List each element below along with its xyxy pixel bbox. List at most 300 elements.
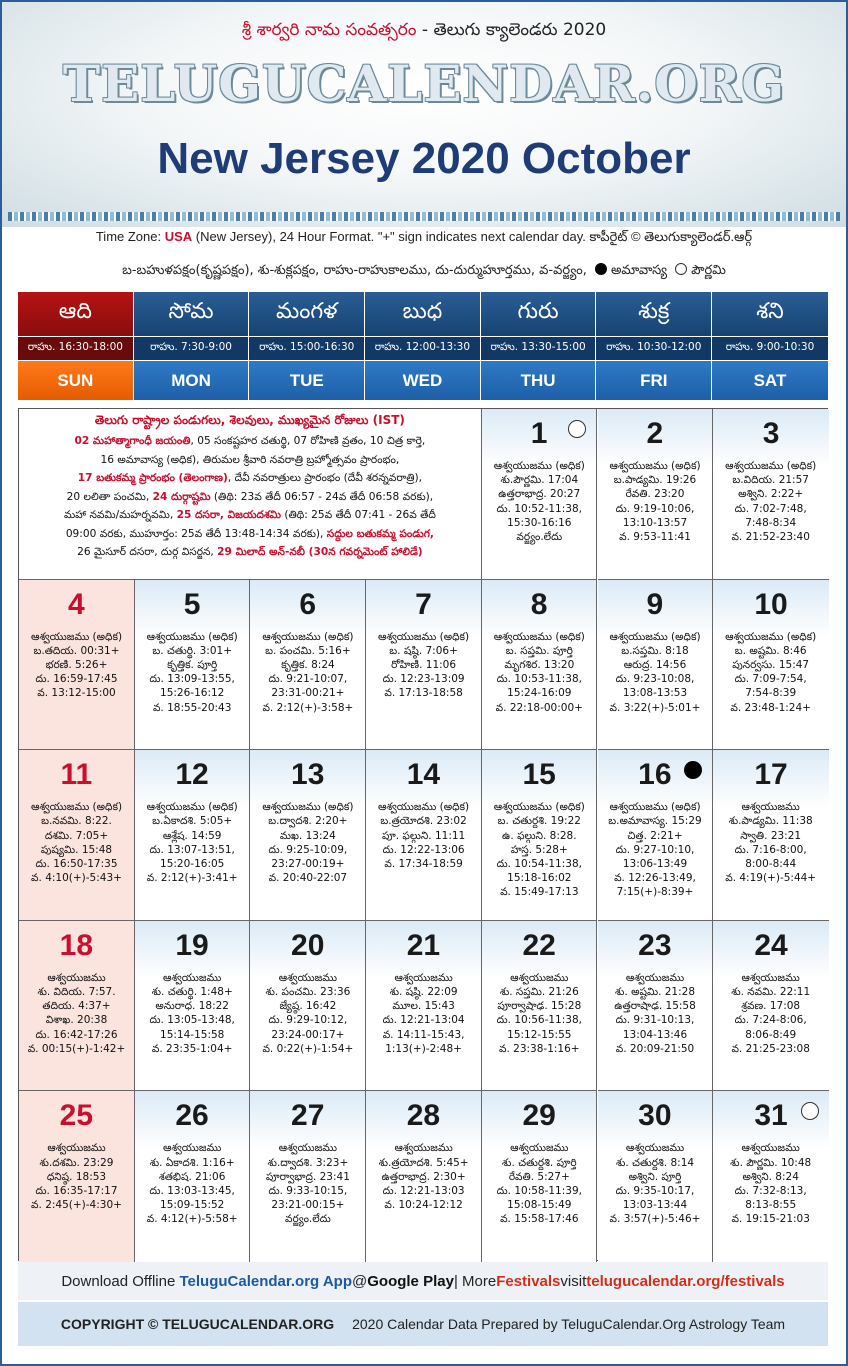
panchang-details	[21, 630, 132, 701]
weekday-column-tue	[249, 292, 365, 400]
google-play-link[interactable]: Google Play	[367, 1272, 454, 1290]
panchang-line: వర్జ్యం.లేదు	[285, 1213, 331, 1226]
panchang-line: బ.విదియ. 21:57	[732, 474, 809, 487]
panchang-line: ఉ. ఫల్గుని. 8:28.	[502, 829, 577, 842]
panchang-line: వ. 2:45(+)-4:30+	[31, 1199, 122, 1212]
festival-line-2: 16 అమావాస్య (అధిక), తిరుమల శ్రీవారి నవరాత్రి బ్రహ్మోత్సవం ప్రారంభం,	[100, 453, 400, 466]
panchang-line: చిత్త. 2:21+	[627, 829, 683, 842]
festival-saddula-bathukamma: సద్దుల బతుకమ్మ పండుగ,	[326, 527, 434, 540]
panchang-line: వ. 0:22(+)-1:54+	[262, 1042, 354, 1055]
weekday-abbr: FRI	[596, 361, 711, 400]
day-cell	[135, 750, 251, 921]
panchang-line: బ. షష్ఠి. 7:06+	[389, 644, 458, 657]
rahu-kalam: రాహు. 15:00-16:30	[249, 336, 364, 361]
panchang-details	[252, 800, 363, 885]
panchang-line: శు. అష్టమి. 21:28	[614, 986, 695, 998]
calendar-grid	[18, 408, 828, 1261]
day-number: 3	[762, 417, 780, 450]
day-number: 8	[530, 587, 548, 621]
copyright-footer	[18, 1302, 828, 1346]
day-number: 13	[291, 758, 325, 792]
weekday-column-wed	[365, 292, 481, 400]
panchang-line: వ. 4:10(+)-5:43+	[31, 872, 122, 885]
panchang-line: స్వాతి. 23:21	[740, 829, 802, 842]
panchang-line: కృత్తిక. పూర్తి	[167, 659, 218, 671]
day-cell	[598, 750, 714, 921]
panchang-line: తదియ. 4:37+	[42, 1000, 111, 1013]
day-number: 26	[175, 1099, 209, 1133]
panchang-line: బ.సప్తమి. 8:18	[621, 644, 689, 657]
panchang-details	[368, 630, 479, 701]
panchang-details	[715, 630, 826, 715]
panchang-line: శు. చతుర్దశి. పూర్తి	[502, 1156, 577, 1169]
day-number: 11	[60, 758, 93, 792]
panchang-line: బ.ఏకాదశి. 5:05+	[152, 815, 233, 828]
timezone-info: (New Jersey), 24 Hour Format. "+" sign indicates next calendar day. కాపీరైట్ © తెలుగుక్యాలెండర్.ఆర్గ్	[192, 229, 753, 244]
rahu-kalam: రాహు. 13:30-15:00	[481, 336, 596, 361]
panchang-line: శు. చతుర్దశి. 8:14	[615, 1156, 695, 1169]
panchang-details	[21, 800, 132, 885]
panchang-line: 15:24-16:09	[507, 687, 572, 700]
panchang-line: ఆశ్వయుజము	[163, 971, 222, 984]
panchang-line: వ. 3:22(+)-5:01+	[609, 701, 701, 714]
panchang-line: ఆశ్వయుజము	[625, 971, 685, 984]
panchang-line: 13:03-13:44	[622, 1199, 688, 1212]
panchang-details	[368, 971, 479, 1056]
panchang-line: దు. 9:35-10:17,	[615, 1185, 695, 1197]
rahu-kalam: రాహు. 7:30-9:00	[134, 336, 249, 361]
day-cell	[366, 1091, 482, 1262]
panchang-line: వ. 12:26-13:49,	[614, 872, 696, 885]
panchang-line: ఉత్తరాభాద్ర. 2:30+	[381, 1170, 466, 1183]
panchang-line: ధనిష్ఠ. 18:53	[46, 1170, 107, 1183]
panchang-line: అశ్విని. పూర్తి	[628, 1170, 682, 1183]
panchang-line: దు. 13:03-13:45,	[149, 1185, 235, 1197]
panchang-line: 15:20-16:05	[160, 858, 225, 870]
panchang-line: దు. 9:21-10:07,	[268, 673, 348, 686]
day-number: 22	[522, 928, 556, 962]
legend-text: బ-బహుళపక్షం(కృష్ణపక్షం), శు-శుక్లపక్షం, రాహు-రాహుకాలము, దు-దుర్ముహూర్తము, వ-వర్జ్యం,	[122, 263, 587, 278]
day-number: 25	[59, 1099, 94, 1133]
panchang-line: వ. 23:35-1:04+	[151, 1042, 233, 1055]
panchang-line: వ. 4:19(+)-5:44+	[725, 872, 817, 885]
day-cell	[482, 750, 598, 921]
panchang-line: దు. 9:23-10:08,	[615, 673, 695, 686]
panchang-details	[715, 1141, 826, 1226]
panchang-line: దు. 13:05-13:48,	[149, 1014, 235, 1027]
panchang-line: వ. 17:13-18:58	[384, 687, 463, 700]
panchang-details	[600, 800, 711, 899]
header	[2, 2, 846, 227]
panchang-line: ఆశ్వయుజము	[278, 971, 338, 984]
page-title: New Jersey 2020 October	[157, 134, 691, 183]
panchang-details	[484, 971, 595, 1056]
panchang-line: ఉత్తరాభాద్ర. 20:27	[498, 488, 581, 501]
at-text: @	[352, 1272, 368, 1290]
panchang-line: విశాఖ. 20:38	[45, 1014, 108, 1027]
panchang-details	[600, 971, 711, 1056]
panchang-details	[137, 800, 248, 885]
prepared-by-text: 2020 Calendar Data Prepared by TeluguCalendar.Org Astrology Team	[352, 1316, 786, 1332]
panchang-line: ఆశ్వయుజము (అధిక)	[493, 460, 585, 472]
panchang-details	[484, 1141, 595, 1226]
panchang-line: వ. 17:34-18:59	[384, 858, 463, 870]
panchang-line: వ. 23:38-1:16+	[499, 1042, 580, 1055]
panchang-line: పూ. ఫల్గుని. 11:11	[381, 829, 466, 842]
panchang-details	[715, 800, 826, 885]
day-cell	[19, 921, 135, 1092]
panchang-line: వ. 20:09-21:50	[615, 1042, 695, 1055]
day-cell	[366, 921, 482, 1092]
site-logo: TELUGUCALENDAR.ORG	[62, 54, 786, 113]
day-number: 12	[175, 758, 209, 792]
panchang-line: అనురాధ. 18:22	[155, 1000, 229, 1013]
panchang-line: ఆశ్వయుజము (అధిక)	[493, 630, 585, 643]
weekday-column-fri	[596, 292, 712, 400]
day-cell	[135, 1091, 251, 1262]
panchang-line: అశ్విని. 2:22+	[738, 488, 804, 501]
panchang-line: 15:18-16:02	[507, 872, 572, 885]
panchang-details	[137, 630, 248, 715]
panchang-line: దు. 16:42-17:26	[35, 1028, 118, 1041]
day-cell	[482, 580, 598, 751]
panchang-line: బ.త్రయోదశి. 23:02	[380, 815, 467, 828]
panchang-line: దు. 7:24-8:06,	[734, 1014, 807, 1027]
panchang-line: 7:15(+)-8:39+	[616, 886, 694, 899]
panchang-line: శు. పౌర్ణమి. 10:48	[730, 1156, 812, 1169]
panchang-line: పునర్వసు. 15:47	[732, 659, 810, 671]
day-cell	[19, 580, 135, 751]
weekday-column-mon	[134, 292, 250, 400]
panchang-line: హస్త. 5:28+	[510, 843, 568, 856]
festival-line-4a: 20 లలితా పంచమి,	[66, 490, 153, 503]
telugu-year-title	[2, 20, 846, 44]
day-number: 28	[406, 1099, 441, 1133]
panchang-details	[137, 971, 248, 1056]
panchang-line: బ. అష్టమి. 8:46	[734, 644, 807, 657]
panchang-line: దు. 12:21-13:04	[382, 1014, 465, 1027]
day-number: 27	[291, 1099, 325, 1133]
festivals-link[interactable]: Festivals	[496, 1272, 561, 1290]
weekday-telugu-name: బుధ	[365, 292, 480, 336]
panchang-line: దశమి. 7:05+	[44, 829, 109, 842]
panchang-line: శు. చతుర్థి. 1:48+	[151, 986, 233, 998]
panchang-line: ఉత్తరాషాఢ. 15:58	[614, 1000, 696, 1013]
panchang-line: దు. 10:54-11:38,	[496, 858, 582, 870]
festival-title: తెలుగు రాష్ట్రాల పండుగలు, శెలవులు, ముఖ్యమైన రోజులు (IST)	[94, 413, 405, 427]
panchang-line: 15:12-15:55	[507, 1028, 572, 1041]
panchang-details	[715, 971, 826, 1056]
panchang-line: వ. 19:15-21:03	[731, 1213, 810, 1226]
day-cell	[482, 409, 598, 580]
panchang-line: శ్రవణ. 17:08	[741, 1000, 801, 1013]
day-number: 16	[638, 758, 672, 792]
telugu-year-name: శ్రీ శార్వరి నామ సంవత్సరం	[241, 20, 417, 40]
panchang-line: 15:08-15:49	[507, 1199, 572, 1212]
day-cell	[713, 580, 829, 751]
panchang-line: దు. 13:07-13:51,	[149, 843, 235, 856]
panchang-line: దు. 7:16-8:00,	[734, 843, 807, 856]
festival-line-5c: (తిథి: 25వ తేదీ 07:41 - 26వ తేదీ	[280, 509, 436, 521]
panchang-line: 1:13(+)-2:48+	[385, 1042, 462, 1055]
festival-line-1: , 05 సంకష్టహర చతుర్థి, 07 రోహిణి వ్రతం, 10 చిత్ర కార్తె,	[190, 435, 426, 447]
panchang-line: వ. 9:53-11:41	[619, 531, 691, 544]
panchang-line: 15:14-15:58	[160, 1028, 225, 1041]
panchang-line: బ. చతుర్దశి. 19:22	[497, 815, 581, 828]
panchang-line: 13:10-13:57	[622, 516, 688, 529]
panchang-line: ఆశ్వయుజము (అధిక)	[378, 630, 470, 643]
day-cell	[713, 921, 829, 1092]
festival-dasara: 25 దసరా, విజయదశమి	[176, 509, 281, 521]
panchang-line: వ. 4:12(+)-5:58+	[146, 1213, 238, 1226]
panchang-line: 7:54-8:39	[745, 687, 797, 700]
panchang-line: ఆశ్వయుజము	[741, 801, 800, 814]
panchang-line: 13:06-13:49	[622, 858, 688, 870]
day-cell	[250, 750, 366, 921]
app-link[interactable]: TeluguCalendar.org App	[179, 1272, 352, 1290]
day-cell	[135, 921, 251, 1092]
day-number: 24	[754, 928, 788, 962]
day-number: 4	[68, 587, 85, 621]
panchang-line: ఆశ్వయుజము (అధిక)	[609, 630, 701, 643]
panchang-line: దు. 9:33-10:15,	[268, 1185, 348, 1197]
panchang-line: ఆశ్వయుజము (అధిక)	[262, 801, 354, 814]
panchang-line: దు. 16:35-17:17	[35, 1185, 118, 1197]
panchang-details	[484, 630, 595, 715]
panchang-line: మృగశిర. 13:20	[504, 659, 575, 671]
day-number: 10	[754, 587, 788, 621]
weekday-abbr: WED	[365, 361, 480, 400]
festival-line-6a: 09:00 వరకు, ముహూర్తం: 25వ తేదీ 13:48-14:34 వరకు),	[65, 527, 327, 540]
panchang-line: ఆశ్వయుజము (అధిక)	[609, 801, 701, 814]
festival-list	[25, 432, 475, 562]
day-cell	[135, 580, 251, 751]
festival-box	[19, 409, 482, 580]
panchang-details	[600, 1141, 711, 1226]
rahu-kalam: రాహు. 16:30-18:00	[18, 336, 133, 361]
panchang-line: 8:06-8:49	[745, 1028, 797, 1041]
weekday-column-sat	[712, 292, 828, 400]
rahu-kalam: రాహు. 10:30-12:00	[596, 336, 711, 361]
panchang-line: ఆశ్వయుజము (అధిక)	[146, 630, 238, 643]
panchang-details	[368, 1141, 479, 1212]
weekday-telugu-name: మంగళ	[249, 292, 364, 336]
telugu-calendar-label: - తెలుగు క్యాలెండరు 2020	[416, 20, 607, 40]
panchang-line: ఆశ్వయుజము (అధిక)	[725, 630, 817, 643]
panchang-line: ఆశ్వయుజము (అధిక)	[262, 630, 354, 643]
day-cell	[598, 580, 714, 751]
panchang-line: ఆశ్వయుజము	[278, 1142, 338, 1155]
weekday-abbr: SAT	[712, 361, 828, 400]
panchang-line: శు.ద్వాదశి. 3:23+	[267, 1156, 349, 1169]
day-number: 23	[638, 928, 672, 962]
panchang-details	[137, 1141, 248, 1226]
panchang-line: ఆశ్లేష. 14:59	[162, 829, 222, 842]
festival-line-3: , దేవీ నవరాత్రులు ప్రారంభం (దేవీ శరన్నవరాత్రి),	[227, 472, 423, 484]
panchang-line: వ. 3:57(+)-5:46+	[609, 1213, 701, 1226]
panchang-line: దు. 12:23-13:09	[382, 673, 465, 686]
day-cell	[713, 409, 829, 580]
day-number: 1	[530, 417, 548, 450]
visit-text: visit	[560, 1272, 587, 1290]
panchang-line: వ. 22:18-00:00+	[495, 701, 583, 714]
abbreviation-legend	[0, 263, 848, 281]
day-cell	[598, 921, 714, 1092]
panchang-line: బ.పాడ్యమి. 19:26	[613, 474, 697, 487]
day-number: 5	[183, 587, 201, 621]
day-cell	[250, 1091, 366, 1262]
panchang-line: అశ్విని. 8:24	[742, 1170, 799, 1183]
download-text: Download Offline	[61, 1272, 176, 1290]
day-number: 17	[754, 758, 788, 792]
day-number: 15	[522, 758, 556, 792]
panchang-line: ఆశ్వయుజము	[741, 1142, 800, 1155]
panchang-line: వ. 2:12(+)-3:58+	[262, 701, 354, 714]
panchang-line: శు. షష్ఠి. 22:09	[389, 986, 458, 998]
weekday-abbr: TUE	[249, 361, 364, 400]
panchang-details	[484, 800, 595, 899]
panchang-line: 15:26-16:12	[160, 687, 225, 700]
panchang-line: 23:21-00:15+	[271, 1199, 345, 1212]
panchang-line: దు. 13:09-13:55,	[149, 673, 235, 686]
weekday-telugu-name: సోమ	[134, 292, 249, 336]
weekday-telugu-name: శని	[712, 292, 828, 336]
panchang-line: శు. నవమి. 22:11	[731, 986, 811, 998]
panchang-line: శు.పౌర్ణమి. 17:04	[500, 474, 579, 487]
day-number: 31	[754, 1099, 788, 1133]
panchang-line: దు. 9:25-10:09,	[268, 843, 348, 856]
day-number: 14	[406, 758, 441, 792]
panchang-details	[600, 630, 711, 715]
panchang-line: దు. 9:27-10:10,	[615, 843, 695, 856]
panchang-line: భరణి. 5:26+	[45, 659, 108, 671]
panchang-line: దు. 10:58-11:39,	[496, 1185, 582, 1197]
panchang-line: ఆశ్వయుజము (అధిక)	[609, 460, 701, 472]
festivals-url-link[interactable]: telugucalendar.org/festivals	[586, 1272, 785, 1290]
timezone-line	[0, 229, 848, 248]
panchang-line: ఆశ్వయుజము (అధిక)	[493, 801, 585, 814]
festival-gandhi-jayanti: 02 మహాత్మాగాంధీ జయంతి	[74, 435, 191, 447]
panchang-line: వ. 21:52-23:40	[731, 531, 810, 544]
panchang-line: మఖ. 13:24	[279, 829, 336, 842]
panchang-line: బ.అమావాస్య. 15:29	[608, 815, 702, 828]
panchang-line: బ.ద్వాదశి. 2:20+	[268, 815, 348, 828]
day-number: 18	[59, 928, 94, 962]
panchang-line: దు. 16:50-17:35	[35, 858, 118, 870]
weekday-column-thu	[481, 292, 597, 400]
panchang-line: 23:27-00:19+	[271, 858, 345, 870]
download-footer	[18, 1262, 828, 1300]
panchang-line: 23:31-00:21+	[271, 687, 345, 700]
panchang-line: 8:00-8:44	[745, 858, 797, 870]
panchang-line: రేవతి. 5:27+	[508, 1170, 570, 1183]
day-number: 29	[522, 1099, 556, 1133]
rahu-kalam: రాహు. 9:00-10:30	[712, 336, 828, 361]
day-cell	[366, 750, 482, 921]
panchang-line: ఆశ్వయుజము	[394, 971, 453, 984]
festival-line-7a: 26 మైసూర్ దసరా, దుర్గ విసర్జన,	[77, 546, 218, 558]
panchang-line: ఆశ్వయుజము	[47, 1142, 106, 1155]
day-cell	[598, 1091, 714, 1262]
new-moon-icon	[595, 263, 607, 275]
panchang-line: 13:04-13:46	[622, 1028, 688, 1041]
panchang-line: దు. 12:22-13:06	[382, 843, 465, 856]
panchang-line: దు. 10:52-11:38,	[496, 502, 582, 515]
weekday-abbr: SUN	[18, 361, 133, 400]
panchang-line: వ. 14:11-15:43,	[382, 1028, 465, 1041]
panchang-details	[21, 971, 132, 1056]
panchang-line: 7:48-8:34	[745, 516, 797, 529]
panchang-line: దు. 16:59-17:45	[35, 673, 118, 686]
panchang-line: రోహిణి. 11:06	[391, 659, 457, 671]
panchang-line: బ. సప్తమి. పూర్తి	[505, 644, 573, 657]
day-cell	[19, 1091, 135, 1262]
panchang-line: ఆశ్వయుజము (అధిక)	[725, 460, 817, 472]
day-number: 19	[175, 928, 209, 962]
panchang-line: దు. 7:32-8:13,	[734, 1185, 807, 1197]
day-cell	[713, 1091, 829, 1262]
day-cell	[713, 750, 829, 921]
panchang-line: ఆశ్వయుజము	[163, 1142, 222, 1155]
day-number: 9	[646, 587, 664, 621]
panchang-line: వ. 18:55-20:43	[152, 701, 232, 714]
panchang-details	[484, 459, 595, 544]
day-number: 2	[646, 417, 664, 450]
panchang-line: పూర్వాషాఢ. 15:28	[497, 1000, 582, 1013]
panchang-line: వ. 15:58-17:46	[500, 1213, 579, 1226]
panchang-line: శు.త్రయోదశి. 5:45+	[378, 1156, 469, 1169]
festival-line-4c: (తిథి: 23వ తేదీ 06:57 - 24వ తేదీ 06:58 వరకు),	[210, 490, 434, 503]
weekday-header	[18, 292, 828, 400]
weekday-abbr: MON	[134, 361, 249, 400]
panchang-line: వర్జ్యం.లేదు	[516, 531, 563, 544]
day-cell	[366, 580, 482, 751]
weekday-telugu-name: గురు	[481, 292, 596, 336]
panchang-line: వ. 21:25-23:08	[731, 1042, 810, 1055]
panchang-line: బ.తదియ. 00:31+	[33, 644, 120, 657]
panchang-line: బ. చతుర్థి. 3:01+	[152, 644, 232, 657]
day-cell	[19, 750, 135, 921]
panchang-line: 8:13-8:55	[745, 1199, 797, 1212]
festival-milad-un-nabi: 29 మిలాద్ అన్-నబీ (30న గవర్నమెంట్ హాలిడే)	[217, 546, 423, 558]
panchang-line: దు. 9:29-10:12,	[268, 1014, 348, 1027]
day-number: 6	[299, 587, 317, 621]
more-text: | More	[453, 1272, 497, 1290]
panchang-line: పుష్యమి. 15:48	[40, 843, 113, 856]
header-ornament-border	[8, 212, 840, 221]
panchang-details	[21, 1141, 132, 1212]
panchang-line: దు. 7:09-7:54,	[734, 673, 807, 686]
panchang-line: ఆరుద్ర. 14:56	[623, 659, 687, 671]
panchang-line: శు. పంచమి. 23:36	[265, 986, 351, 998]
weekday-telugu-name: శుక్ర	[596, 292, 711, 336]
panchang-line: వ. 23:48-1:24+	[730, 701, 811, 714]
day-number: 7	[415, 587, 432, 621]
panchang-line: దు. 12:21-13:03	[382, 1185, 465, 1197]
copyright-text: COPYRIGHT © TELUGUCALENDAR.ORG	[60, 1316, 335, 1332]
panchang-line: వ. 10:24-12:12	[384, 1199, 463, 1212]
panchang-line: ఆశ్వయుజము	[510, 971, 569, 984]
panchang-line: వ. 20:40-22:07	[268, 872, 348, 885]
panchang-line: ఆశ్వయుజము	[741, 971, 800, 984]
panchang-line: 15:30-16:16	[507, 516, 572, 529]
day-cell	[598, 409, 714, 580]
panchang-line: ఆశ్వయుజము (అధిక)	[146, 801, 238, 814]
panchang-line: బ. పంచమి. 5:16+	[265, 644, 351, 657]
panchang-line: పూర్వాభాద్ర. 23:41	[265, 1170, 350, 1183]
panchang-line: బ.నవమి. 8:22.	[41, 815, 112, 828]
panchang-details	[252, 630, 363, 715]
